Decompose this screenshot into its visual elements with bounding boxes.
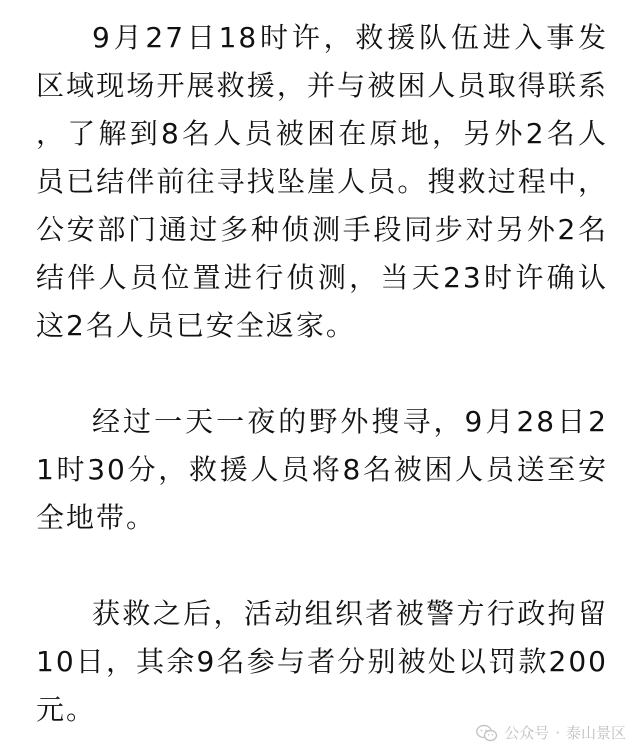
- watermark-account: 泰山景区: [565, 724, 626, 742]
- paragraph-rescue-contact: 9月27日18时许，救援队伍进入事发区域现场开展救援，并与被困人员取得联系，了解到8名人员被困在原地，另外2名人员已结伴前往寻找坠崖人员。搜救过程中，公安部门通过多种侦测手段同步对另外2名结伴人员位置进行侦测，当天23时许确认这2名人员已安全返家。: [36, 21, 608, 342]
- source-watermark: [476, 722, 626, 743]
- paragraph-rescue-complete: 经过一天一夜的野外搜寻，9月28日21时30分，救援人员将8名被困人员送至安全地带。: [36, 405, 608, 534]
- article-body: [36, 14, 608, 734]
- watermark-platform: 公众号: [504, 724, 550, 742]
- wechat-icon: [476, 724, 498, 742]
- paragraph-penalty: 获救之后，活动组织者被警方行政拘留10日，其余9名参与者分别被处以罚款200元。: [36, 597, 608, 726]
- watermark-separator: ·: [555, 723, 560, 742]
